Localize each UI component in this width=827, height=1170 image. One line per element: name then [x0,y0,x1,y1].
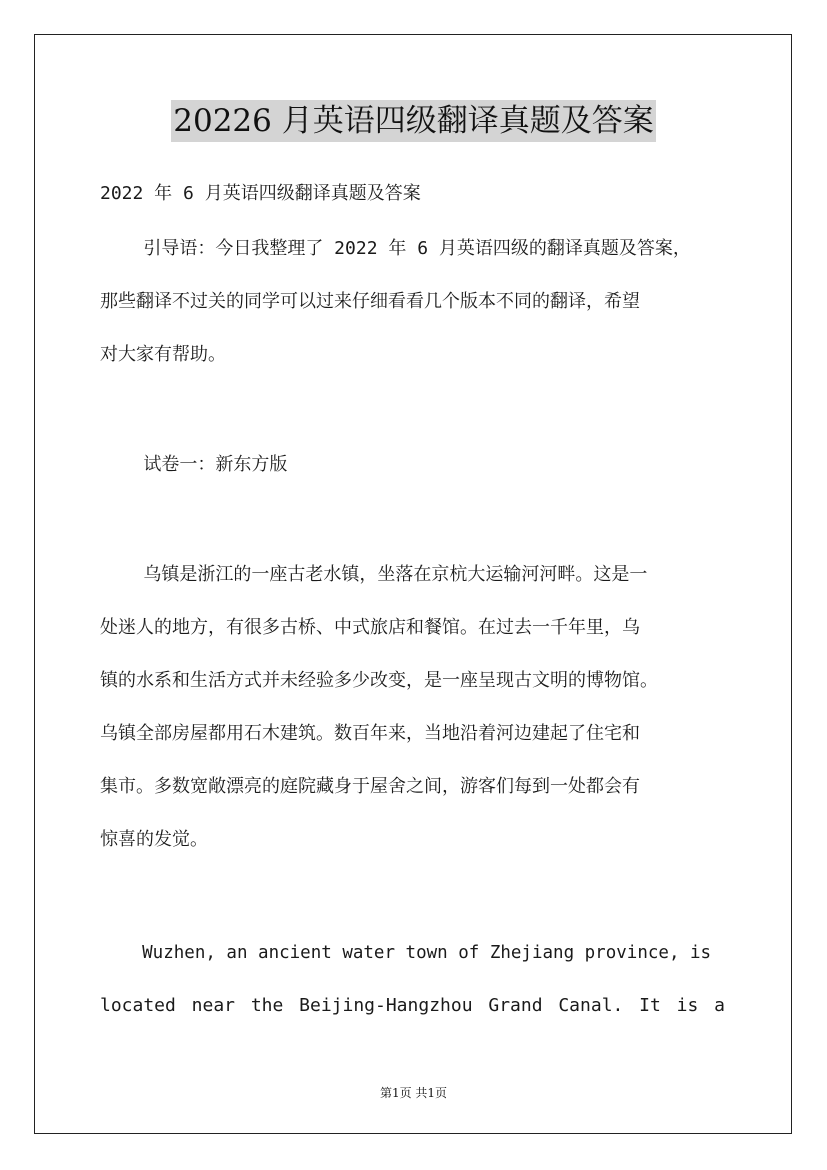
intro-line: 那些翻译不过关的同学可以过来仔细看看几个版本不同的翻译，希望 [100,291,640,312]
page-footer: 第1页 共1页 [379,1086,448,1100]
chinese-paragraph-line: 处迷人的地方，有很多古桥、中式旅店和餐馆。在过去一千年里，乌 [100,617,640,638]
chinese-paragraph-line: 惊喜的发觉。 [100,829,208,850]
intro-line: 引导语：今日我整理了 2022 年 6 月英语四级的翻译真题及答案， [100,238,691,259]
chinese-paragraph-line: 乌镇全部房屋都用石木建筑。数百年来，当地沿着河边建起了住宅和 [100,723,640,744]
english-paragraph-line: located near the Beijing-Hangzhou Grand Canal. It is a [100,995,725,1016]
section-heading: 试卷一：新东方版 [100,454,288,475]
chinese-paragraph-line: 集市。多数宽敞漂亮的庭院藏身于屋舍之间，游客们每到一处都会有 [100,776,640,797]
english-paragraph-line: Wuzhen, an ancient water town of Zhejiang province, is [100,943,712,963]
intro-line: 对大家有帮助。 [100,344,226,365]
document-subtitle: 2022 年 6 月英语四级翻译真题及答案 [100,183,421,204]
title-container [0,100,827,142]
chinese-paragraph-line: 乌镇是浙江的一座古老水镇，坐落在京杭大运输河河畔。这是一 [100,564,648,585]
document-title: 20226 月英语四级翻译真题及答案 [171,100,655,142]
chinese-paragraph-line: 镇的水系和生活方式并未经验多少改变，是一座呈现古文明的博物馆。 [100,670,658,691]
